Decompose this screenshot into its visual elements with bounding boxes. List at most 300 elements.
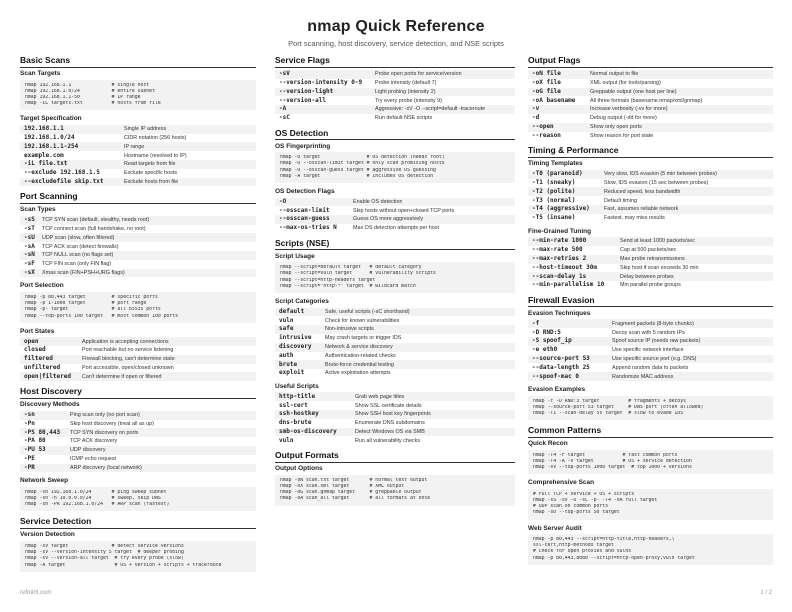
option-description: Brute-force credential testing	[325, 361, 394, 368]
option-description: TCP ACK scan (detect firewalls)	[42, 243, 119, 250]
option-description: All three formats (basename.nmap/xml/gnmap)	[590, 97, 703, 104]
subsection-os-detection-flags	[275, 188, 515, 233]
option-description: Spoof source IP (needs raw packets)	[612, 338, 701, 345]
option-description: Port accessible, open/closed unknown	[82, 364, 174, 371]
option-flag: unfiltered	[24, 363, 61, 371]
option-description: Port reachable but no service listening	[82, 347, 174, 354]
subsection-port-states	[20, 328, 256, 381]
option-flag: -T2 (polite)	[532, 187, 576, 195]
option-flag: -v	[532, 105, 540, 113]
subsection-title: OS Detection Flags	[275, 188, 335, 196]
option-description: May crash targets or trigger IDS	[325, 335, 402, 342]
option-description: Skip hosts without open+closed TCP ports	[353, 207, 455, 214]
table-row	[275, 352, 515, 361]
option-description: Exclude hosts from file	[124, 178, 179, 185]
option-flag: -PA 80	[24, 437, 46, 445]
table-row	[20, 428, 256, 437]
table-row	[275, 198, 515, 207]
table-row	[528, 319, 773, 328]
table-row	[528, 70, 773, 79]
option-flag: -sT	[24, 224, 35, 232]
table-row	[20, 337, 256, 346]
table-row	[528, 179, 773, 188]
option-flag: -oX file	[532, 79, 561, 87]
code-line: nmap -sV --top-ports 1000 target # top 1000 + versions	[533, 465, 692, 471]
option-description: Try every probe (intensity 9)	[375, 97, 442, 104]
table-row	[528, 187, 773, 196]
code-line: nmap -oN scan.txt target # normal text output	[280, 477, 428, 483]
table-row	[528, 132, 773, 141]
table-row	[20, 437, 256, 446]
option-description: Slow, IDS evasion (15 sec between probes)	[604, 179, 709, 186]
table-row	[20, 178, 256, 187]
subsection-title: Useful Scripts	[275, 382, 319, 390]
code-block	[20, 292, 256, 323]
option-description: TCP FIN scan (only FIN flag)	[42, 261, 112, 268]
option-description: Reduced speed, less bandwidth	[604, 188, 681, 195]
option-description: TCP connect scan (full handshake, no root)	[42, 225, 146, 232]
code-block	[275, 152, 515, 183]
subsection-title: Quick Recon	[528, 440, 568, 448]
option-description: CIDR notation (256 hosts)	[124, 134, 187, 141]
code-line: # UDP scan on common ports	[533, 504, 609, 510]
reference-table	[528, 237, 773, 290]
table-row	[20, 169, 256, 178]
option-flag: -S spoof_ip	[532, 337, 572, 345]
option-flag: -T3 (normal)	[532, 196, 576, 204]
subsection-title: Version Detection	[20, 531, 75, 539]
subsection-title: Evasion Examples	[528, 386, 586, 394]
option-description: Hostname (resolved to IP)	[124, 152, 187, 159]
column-1	[20, 55, 256, 577]
section-title: Basic Scans	[20, 55, 256, 68]
table-row	[275, 79, 515, 88]
option-description: Non-intrusive scripts	[325, 326, 374, 333]
table-row	[528, 123, 773, 132]
section-title: Scripts (NSE)	[275, 238, 515, 251]
table-row	[20, 411, 256, 420]
section-scripts-nse	[275, 238, 515, 445]
option-flag: -sN	[24, 251, 35, 259]
table-row	[20, 346, 256, 355]
subsection-title: Target Specification	[20, 115, 82, 123]
footer-site: refmint.com	[20, 590, 52, 596]
subsection-fine-grained-tuning	[528, 228, 773, 290]
reference-table	[275, 392, 515, 445]
option-description: Show SSH host key fingerprints	[355, 411, 431, 418]
option-description: Send at least 1000 packets/sec	[620, 238, 695, 245]
option-flag: -sX	[24, 268, 35, 276]
table-row	[275, 88, 515, 97]
code-line: nmap -f -D RND:3 target # fragments + decoys	[533, 398, 687, 404]
table-row	[528, 328, 773, 337]
option-description: Skip host discovery (treat all as up)	[70, 420, 154, 427]
option-description: Max probe retransmissions	[620, 256, 685, 263]
code-line: nmap -O target # OS detection (needs root)	[280, 155, 445, 161]
section-output-formats	[275, 450, 515, 505]
option-flag: vuln	[279, 436, 294, 444]
option-description: Light probing (intensity 2)	[375, 88, 436, 95]
subsection-title: Fine-Grained Tuning	[528, 227, 592, 235]
option-description: Enumerate DNS subdomains	[355, 420, 425, 427]
option-description: Single IP address	[124, 126, 167, 133]
table-row	[20, 225, 256, 234]
table-row	[528, 363, 773, 372]
option-flag: -PU 53	[24, 446, 46, 454]
reference-table	[275, 308, 515, 378]
section-title: Output Flags	[528, 55, 773, 68]
subsection-web-server-audit	[528, 525, 773, 565]
code-block	[528, 534, 773, 565]
subsection-title: Output Options	[275, 465, 323, 473]
code-line: nmap --script=http-headers target	[280, 277, 376, 283]
option-description: Aggressive: -sV -O --script=default -traceroute	[375, 106, 486, 113]
option-description: IP range	[124, 143, 145, 150]
option-description: Skip host if scan exceeds 30 min	[620, 264, 699, 271]
code-block	[275, 262, 515, 293]
table-row	[20, 233, 256, 242]
table-row	[20, 242, 256, 251]
subsection-title: Script Usage	[275, 252, 315, 260]
code-block	[20, 541, 256, 572]
code-line: nmap -p 80,443 --script=http-title,http-headers,\	[533, 537, 675, 543]
option-flag: --osscan-guess	[279, 215, 330, 223]
section-service-flags	[275, 55, 515, 123]
table-row	[275, 419, 515, 428]
section-common-patterns	[528, 425, 773, 565]
option-flag: --max-retries 2	[532, 255, 587, 263]
option-description: Use specific source port (e.g. DNS)	[612, 355, 697, 362]
option-flag: -oG file	[532, 87, 561, 95]
subsection-title: Scan Types	[20, 206, 56, 214]
option-description: Probe open ports for service/version	[375, 71, 462, 78]
code-line: nmap -oX scan.xml target # XML output	[280, 483, 405, 489]
option-description: Randomize MAC address	[612, 373, 674, 380]
option-flag: -T4 (aggressive)	[532, 205, 590, 213]
option-flag: exploit	[279, 369, 305, 377]
table-row	[528, 272, 773, 281]
code-block	[528, 396, 773, 421]
option-description: Show only open ports	[590, 124, 642, 131]
code-line: nmap -iL targets.txt # hosts from file	[25, 101, 161, 107]
table-row	[20, 455, 256, 464]
code-block	[528, 489, 773, 520]
code-line: nmap -p- target # all 65535 ports	[25, 307, 161, 313]
code-line: nmap -A target # OS + version + scripts + traceroute	[25, 562, 222, 568]
option-flag: -sS	[24, 216, 35, 224]
option-flag: -sA	[24, 242, 35, 250]
code-line: # Full TCP + service + OS + scripts	[533, 491, 635, 497]
section-output-flags	[528, 55, 773, 140]
option-description: XML output (for tools/parsing)	[590, 80, 661, 87]
option-flag: --min-rate 1000	[532, 237, 587, 245]
reference-table	[20, 125, 256, 187]
option-description: ARP discovery (local network)	[70, 464, 142, 471]
table-row	[20, 364, 256, 373]
table-row	[20, 372, 256, 381]
option-description: Xmas scan (FIN+PSH+URG flags)	[42, 269, 125, 276]
code-line: nmap -sn -n 10.0.0.0/24 # sweep, skip DNS	[25, 496, 161, 502]
option-flag: -e eth0	[532, 346, 558, 354]
option-description: TCP ACK discovery	[70, 438, 118, 445]
section-title: Output Formats	[275, 450, 515, 463]
page-title: nmap Quick Reference	[307, 18, 485, 35]
code-line: ssl-cert,http-methods target	[533, 543, 614, 549]
option-description: Exclude specific hosts	[124, 170, 178, 177]
option-flag: --reason	[532, 131, 561, 139]
code-line: nmap -A target # includes OS detection	[280, 173, 434, 179]
subsection-title: Comprehensive Scan	[528, 479, 595, 487]
option-description: Default timing	[604, 197, 637, 204]
reference-table	[20, 216, 256, 278]
code-line: nmap -O --osscan-guess target # aggressive OS guessing	[280, 167, 436, 173]
table-row	[20, 420, 256, 429]
option-flag: -T5 (insane)	[532, 214, 576, 222]
code-block	[528, 450, 773, 475]
option-flag: ssl-cert	[279, 401, 308, 409]
subsection-useful-scripts	[275, 383, 515, 445]
option-flag: --max-os-tries N	[279, 224, 337, 232]
code-line: nmap -sn 192.168.1.0/24 # ping sweep subnet	[25, 489, 167, 495]
code-line: nmap --source-port 53 target # DNS port (often allowed)	[533, 404, 704, 410]
option-flag: -PE	[24, 455, 35, 463]
option-flag: -oA basename	[532, 96, 576, 104]
table-row	[528, 237, 773, 246]
subsection-title: Port States	[20, 327, 55, 335]
option-description: Min parallel probe groups	[620, 282, 681, 289]
subsection-network-sweep	[20, 477, 256, 511]
table-row	[20, 134, 256, 143]
option-description: Safe, useful scripts (-sC shorthand)	[325, 308, 410, 315]
subsection-title: Evasion Techniques	[528, 309, 591, 317]
option-flag: -Pn	[24, 419, 35, 427]
table-row	[528, 79, 773, 88]
table-row	[528, 170, 773, 179]
option-description: Run default NSE scripts	[375, 115, 433, 122]
section-title: Common Patterns	[528, 425, 773, 438]
table-row	[20, 251, 256, 260]
section-basic-scans	[20, 55, 256, 186]
option-description: UDP scan (slow, often filtered)	[42, 234, 115, 241]
subsection-title: Discovery Methods	[20, 401, 80, 409]
reference-table	[20, 337, 256, 381]
section-title: Host Discovery	[20, 386, 256, 399]
code-line: nmap -p 80,443,8080 --script=http-open-proxy,vuln target	[533, 555, 695, 561]
option-flag: -A	[279, 105, 287, 113]
table-row	[20, 260, 256, 269]
option-flag: -f	[532, 319, 540, 327]
code-line: nmap --script="http-*" target # wildcard match	[280, 283, 416, 289]
table-row	[275, 308, 515, 317]
section-timing-performance	[528, 145, 773, 290]
table-row	[275, 325, 515, 334]
option-flag: safe	[279, 325, 294, 333]
subsection-title: OS Fingerprinting	[275, 142, 331, 150]
table-row	[275, 105, 515, 114]
section-title: OS Detection	[275, 128, 515, 141]
option-description: Fast, assumes reliable network	[604, 206, 679, 213]
option-flag: -PS 80,443	[24, 428, 61, 436]
table-row	[20, 125, 256, 134]
option-flag: --data-length 25	[532, 363, 590, 371]
code-line: nmap --script=vuln target # vulnerability scripts	[280, 271, 436, 277]
option-flag: -sF	[24, 260, 35, 268]
table-row	[275, 70, 515, 79]
option-description: ICMP echo request	[70, 456, 117, 463]
option-description: Max OS detection attempts per host	[353, 225, 439, 232]
subsection-title: Port Selection	[20, 282, 64, 290]
option-description: Authentication-related checks	[325, 352, 396, 359]
option-description: Enable OS detection	[353, 198, 403, 205]
option-description: Network & service discovery	[325, 344, 393, 351]
subsection-script-categories	[275, 298, 515, 378]
option-description: Increase verbosity (-vv for more)	[590, 106, 668, 113]
option-flag: vuln	[279, 316, 294, 324]
option-description: Append random data to packets	[612, 364, 689, 371]
option-flag: default	[279, 307, 305, 315]
page-header	[0, 18, 792, 48]
subsection-timing-templates	[528, 160, 773, 222]
option-flag: --open	[532, 123, 554, 131]
subsection-comprehensive-scan	[528, 479, 773, 519]
option-flag: 192.168.1.1	[24, 125, 64, 133]
option-flag: -T1 (sneaky)	[532, 178, 576, 186]
table-row	[20, 446, 256, 455]
option-description: Show SSL certificate details	[355, 402, 422, 409]
option-flag: filtered	[24, 355, 53, 363]
table-row	[275, 215, 515, 224]
option-description: Use specific network interface	[612, 347, 684, 354]
option-flag: -sC	[279, 114, 290, 122]
table-row	[528, 96, 773, 105]
option-flag: ssh-hostkey	[279, 410, 319, 418]
option-flag: --version-intensity 0-9	[279, 79, 363, 87]
option-flag: open	[24, 337, 39, 345]
footer-page-number: 1 / 2	[760, 590, 772, 596]
subsection-title: Script Categories	[275, 298, 329, 306]
subsection-output-options	[275, 465, 515, 505]
option-flag: -D RND:5	[532, 328, 561, 336]
code-line: nmap -T1 --scan-delay 5s target # slow to evade IDS	[533, 410, 684, 416]
subsection-title: Web Server Audit	[528, 524, 582, 532]
subsection-title: Scan Targets	[20, 70, 61, 77]
section-title: Service Detection	[20, 516, 256, 529]
table-row	[275, 316, 515, 325]
code-line: nmap -sV --version-intensity 5 target # deeper probing	[25, 550, 184, 556]
table-row	[528, 246, 773, 255]
option-flag: --spoof-mac 0	[532, 372, 579, 380]
section-title: Firewall Evasion	[528, 295, 773, 308]
option-description: Delay between probes	[620, 273, 674, 280]
option-description: Fragment packets (8-byte chunks)	[612, 320, 694, 327]
code-line: nmap -oG scan.gnmap target # greppable output	[280, 490, 422, 496]
subsection-evasion-examples	[528, 386, 773, 420]
table-row	[528, 114, 773, 123]
subsection-scan-types	[20, 206, 256, 277]
option-description: Firewall blocking, can't determine state	[82, 356, 175, 363]
section-os-detection	[275, 128, 515, 233]
reference-table	[20, 411, 256, 473]
subsection	[528, 70, 773, 140]
option-description: TCP SYN scan (default, stealthy, needs root)	[42, 217, 150, 224]
option-description: Check for known vulnerabilities	[325, 317, 400, 324]
option-flag: --min-parallelism 10	[532, 281, 605, 289]
option-description: Greppable output (one host per line)	[590, 88, 677, 95]
table-row	[20, 269, 256, 278]
code-block	[275, 475, 515, 506]
code-line: nmap -sV --version-all target # try every probe (slow)	[25, 556, 184, 562]
table-row	[275, 401, 515, 410]
option-description: Read targets from file	[124, 161, 176, 168]
reference-table	[528, 170, 773, 223]
section-title: Service Flags	[275, 55, 515, 68]
code-line: nmap -sV target # detect service versions	[25, 543, 184, 549]
table-row	[528, 196, 773, 205]
subsection-script-usage	[275, 253, 515, 293]
option-flag: intrusive	[279, 334, 312, 342]
code-line: nmap -O --osscan-limit target # only scan promising hosts	[280, 161, 445, 167]
option-flag: -T0 (paranoid)	[532, 170, 583, 178]
code-line: nmap --top-ports 100 target # most common 100 ports	[25, 313, 179, 319]
code-line: nmap 192.168.1.1-50 # IP range	[25, 94, 141, 100]
code-block	[20, 487, 256, 512]
option-description: Debug output (-dd for more)	[590, 115, 657, 122]
option-flag: --version-all	[279, 96, 326, 104]
table-row	[528, 214, 773, 223]
option-flag: -sV	[279, 70, 290, 78]
code-line: nmap -T4 -A -v target # OS + service detection	[533, 458, 692, 464]
option-description: Active exploitation attempts	[325, 370, 391, 377]
table-row	[275, 410, 515, 419]
code-line: # Check for open proxies and vulns	[533, 549, 632, 555]
table-row	[528, 337, 773, 346]
table-row	[20, 142, 256, 151]
table-row	[275, 96, 515, 105]
option-flag: -sn	[24, 411, 35, 419]
option-description: Very slow, IDS evasion (5 min between probes)	[604, 171, 717, 178]
table-row	[528, 372, 773, 381]
table-row	[528, 281, 773, 290]
option-description: Grab web page titles	[355, 393, 405, 400]
option-flag: -O	[279, 197, 287, 205]
table-row	[275, 360, 515, 369]
option-description: Probe intensity (default 7)	[375, 80, 437, 87]
table-row	[528, 355, 773, 364]
code-line: nmap -p 80,443 target # specific ports	[25, 294, 158, 300]
option-flag: brute	[279, 360, 298, 368]
table-row	[528, 346, 773, 355]
subsection-scan-targets	[20, 70, 256, 110]
option-flag: smb-os-discovery	[279, 427, 337, 435]
code-line: nmap 192.168.1.0/24 # entire subnet	[25, 88, 155, 94]
table-row	[528, 205, 773, 214]
option-flag: --source-port 53	[532, 354, 590, 362]
table-row	[20, 151, 256, 160]
table-row	[20, 355, 256, 364]
table-row	[20, 160, 256, 169]
table-row	[275, 392, 515, 401]
option-flag: -iL file.txt	[24, 160, 68, 168]
option-description: Normal output to file	[590, 71, 639, 78]
section-firewall-evasion	[528, 295, 773, 420]
option-flag: closed	[24, 346, 46, 354]
reference-table	[528, 319, 773, 381]
column-3	[528, 55, 773, 570]
table-row	[275, 224, 515, 233]
option-flag: -sU	[24, 233, 35, 241]
subsection-title: Timing Templates	[528, 160, 583, 168]
subsection-title: Network Sweep	[20, 477, 69, 485]
